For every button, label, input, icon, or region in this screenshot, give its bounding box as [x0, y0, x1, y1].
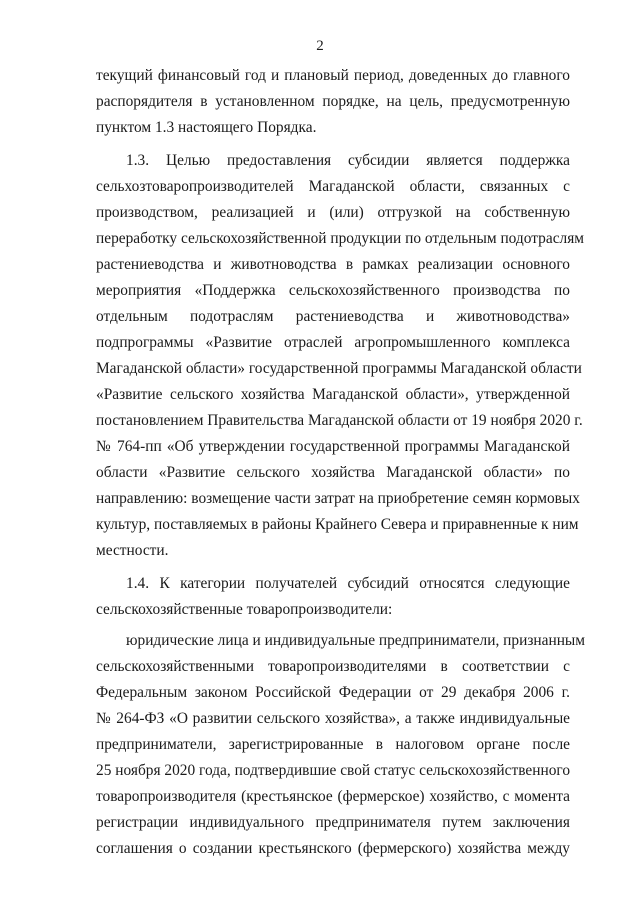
text-line: культур, поставляемых в районы Крайнего Севера и приравненные к ним — [96, 516, 579, 533]
text-line: Федеральным законом Российской Федерации от 29 декабря 2006 г. — [96, 684, 570, 701]
text-line: переработку сельскохозяйственной продукции по отдельным подотраслям — [96, 230, 585, 247]
text-line: направлению: возмещение части затрат на приобретение семян кормовых — [96, 490, 580, 507]
paragraph-recipients-start: юридические лица и индивидуальные предприниматели, признанным — [126, 632, 586, 649]
text-line: мероприятия «Поддержка сельскохозяйственного производства по — [96, 282, 570, 299]
text-line: отдельным подотраслям растениеводства и животноводства» — [96, 308, 570, 325]
text-line: местности. — [96, 542, 169, 559]
text-line: товаропроизводителя (крестьянское (фермерское) хозяйство, с момента — [96, 788, 570, 805]
text-line: сельскохозяйственные товаропроизводители: — [96, 601, 393, 618]
text-line: производством, реализацией и (или) отгрузкой на собственную — [96, 204, 570, 221]
text-line: подпрограммы «Развитие отраслей агропромышленного комплекса — [96, 334, 570, 351]
text-line: растениеводства и животноводства в рамках реализации основного — [96, 256, 570, 273]
text-line: регистрации индивидуального предпринимателя путем заключения — [96, 814, 570, 831]
text-line: пунктом 1.3 настоящего Порядка. — [96, 119, 317, 136]
text-line: «Развитие сельского хозяйства Магаданской области», утвержденной — [96, 386, 570, 403]
text-line: № 264-ФЗ «О развитии сельского хозяйства», а также индивидуальные — [96, 710, 570, 727]
paragraph-1-4-start: 1.4. К категории получателей субсидий относятся следующие — [126, 575, 570, 592]
text-line: распорядителя в установленном порядке, на цель, предусмотренную — [96, 93, 570, 110]
page-number: 2 — [316, 38, 324, 54]
text-line: 25 ноября 2020 года, подтвердившие свой статус сельскохозяйственного — [96, 762, 571, 779]
text-line: Магаданской области» государственной программы Магаданской области — [96, 360, 582, 377]
text-line: постановлением Правительства Магаданской области от 19 ноября 2020 г. — [96, 412, 583, 429]
text-line: соглашения о создании крестьянского (фермерского) хозяйства между — [96, 840, 570, 857]
paragraph-1-3-start: 1.3. Целью предоставления субсидии является поддержка — [126, 152, 570, 169]
text-line: сельхозтоваропроизводителей Магаданской области, связанных с — [96, 178, 570, 195]
text-line: области «Развитие сельского хозяйства Магаданской области» по — [96, 464, 570, 481]
text-line: сельскохозяйственными товаропроизводителями в соответствии с — [96, 658, 570, 675]
text-line: предприниматели, зарегистрированные в налоговом органе после — [96, 736, 570, 753]
text-line: текущий финансовый год и плановый период, доведенных до главного — [96, 67, 570, 84]
text-line: № 764-пп «Об утверждении государственной программы Магаданской — [96, 438, 570, 455]
